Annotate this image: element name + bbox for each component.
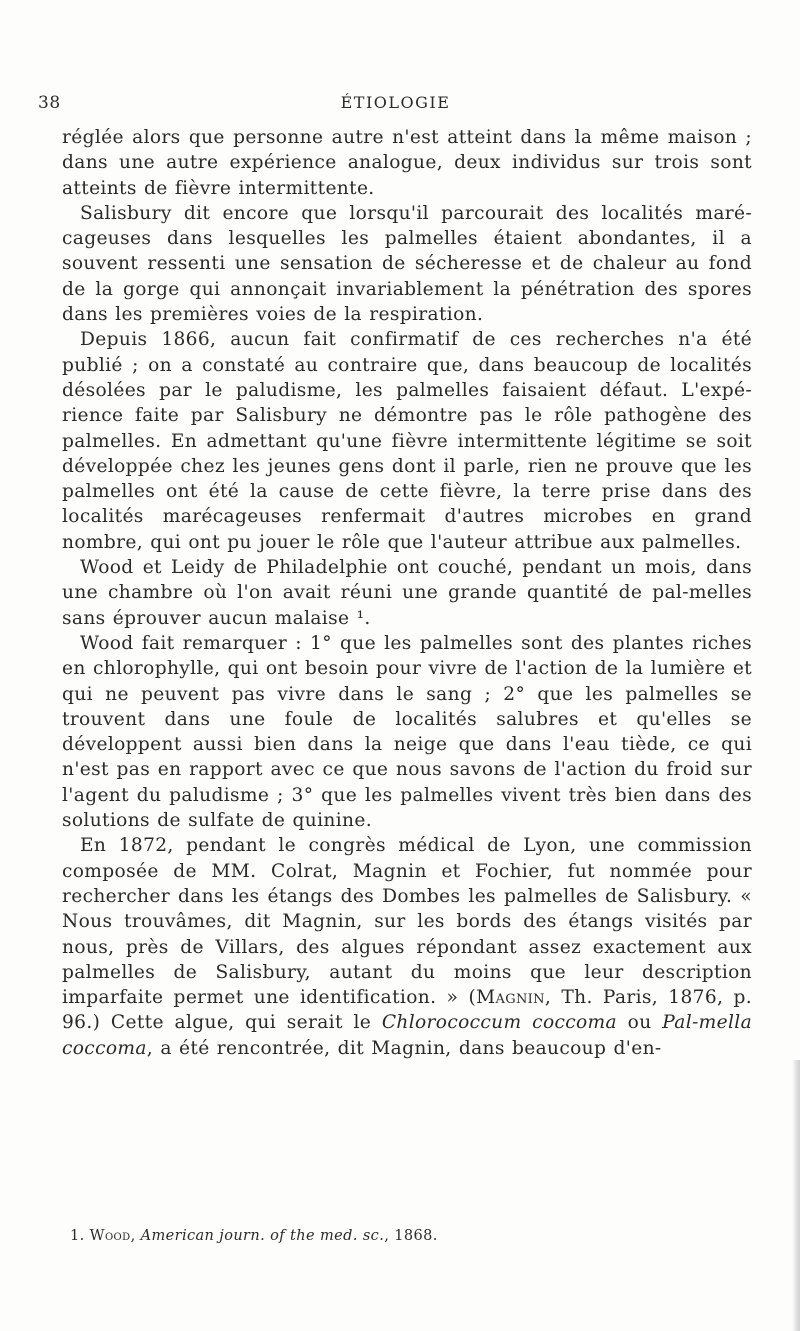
paragraph-3: Depuis 1866, aucun fait confirmatif de ces recherches n'a été publié ; on a constaté au contraire que, dans beaucoup de localités désolées par le paludisme, les palmelles faisaient défaut. L'expé-rience faite par Salisbury ne démontre pas le rôle pathogène des palmelles. En admettant qu'une fièvre intermittente légitime se soit développée chez les jeunes gens dont il parle, rien ne prouve que les palmelles ont été la cause de cette fièvre, la terre prise dans des localités marécageuses renfermait d'autres microbes en grand nombre, qui ont pu jouer le rôle que l'auteur attribue aux palmelles. [62,329,752,553]
species-name-palmella: Pal-mella coccoma [62,1012,753,1059]
paragraph-6 [62,833,752,1061]
page-edge-shadow [792,1060,800,1331]
footnote [70,1226,752,1246]
cited-author: Magnin [476,987,545,1009]
footnote-journal: American journ. of the med. sc. [140,1228,385,1244]
paragraph-5: Wood fait remarquer : 1° que les palmelles sont des plantes riches en chlorophylle, qui ont besoin pour vivre de l'action de la lumière et qui ne peuvent pas vivre dans le sang ; 2° que les palmelles se trouvent dans une foule de localités salubres et qu'elles se développent aussi bien dans la neige que dans l'eau tiède, ce qui n'est pas en rapport avec ce que nous savons de l'action du froid sur l'agent du paludisme ; 3° que les palmelles vivent très bien dans des solutions de sulfate de quinine. [62,632,752,832]
footnote-year: , 1868. [384,1228,438,1244]
paragraph-2: Salisbury dit encore que lorsqu'il parcourait des localités maré-cageuses dans lesquelles les palmelles étaient abondantes, il a souvent ressenti une sensation de sécheresse et de chaleur au fond de la gorge qui annonçait invariablement la pénétration des spores dans les premières voies de la respiration. [62,202,752,326]
page-header [38,93,753,119]
paragraph-1: réglée alors que personne autre n'est atteint dans la même maison ; dans une autre expérience analogue, deux individus sur trois sont atteints de fièvre intermittente. [62,127,752,199]
page-number: 38 [38,93,61,113]
species-name-chlorococcum: Chlorococcum coccoma [381,1012,617,1034]
footnote-author: Wood [89,1228,131,1244]
footnote-separator: , [130,1228,141,1244]
paragraph-6-text-d: , a été rencontrée, dit Magnin, dans beaucoup d'en- [146,1037,662,1059]
paragraph-6-text-c: ou [616,1012,663,1034]
paragraph-4: Wood et Leidy de Philadelphie ont couché, pendant un mois, dans une chambre où l'on avait réuni une grande quantité de pal-melles sans éprouver aucun malaise ¹. [62,557,752,629]
body-text [62,125,752,1061]
footnote-marker: 1. [70,1228,90,1244]
running-title: ÉTIOLOGIE [340,93,451,112]
paragraph-6-text-b: , Th. Paris, 1876, p. 96.) Cette algue, qui serait le [62,987,752,1034]
paragraph-6-text-a: En 1872, pendant le congrès médical de Lyon, une commission composée de MM. Colrat, Magnin et Fochier, fut nommée pour rechercher dans les étangs des Dombes les palmelles de Salisbury. « Nous trouvâmes, dit Magnin, sur les bords des étangs visités par nous, près de Villars, des algues répondant assez exactement aux palmelles de Salisbury, autant du moins que leur description imparfaite permet une identification. » ( [62,835,752,1009]
